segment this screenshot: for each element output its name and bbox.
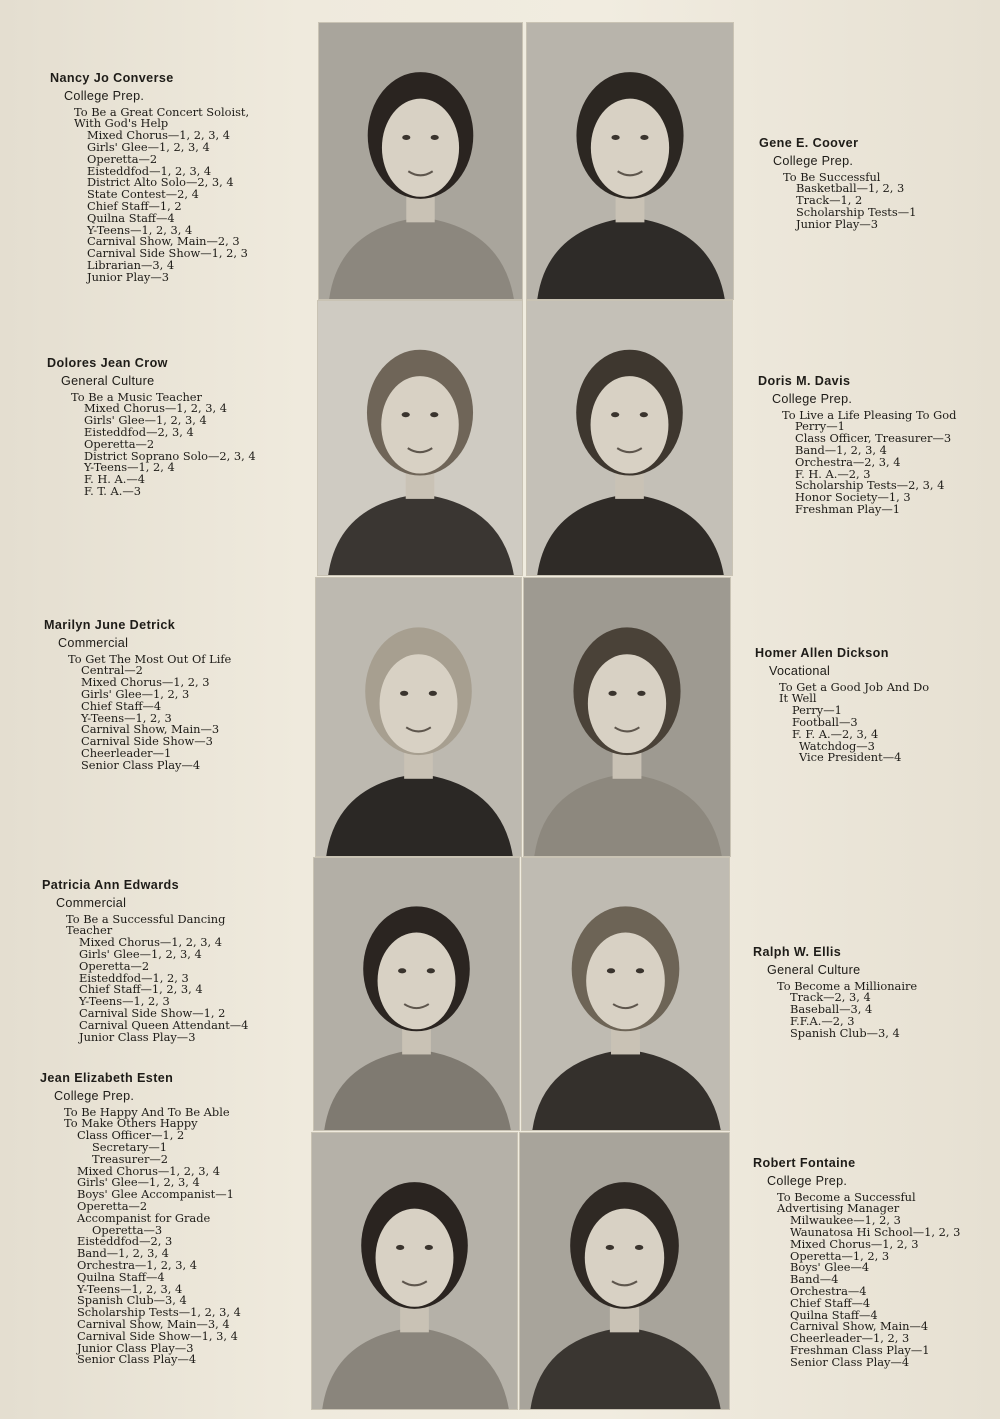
portrait-eye (402, 412, 410, 417)
activity: Orchestra—4 (790, 1283, 867, 1298)
activity: Central—2 (81, 663, 143, 678)
activity: Scholarship Tests—1 (796, 204, 917, 219)
activity: F. H. A.—2, 3 (795, 466, 871, 481)
student-entry-nancy-converse (50, 73, 249, 284)
portrait-face (591, 376, 669, 473)
activity: Junior Play—3 (87, 269, 169, 284)
student-course: College Prep. (54, 1088, 135, 1103)
student-entry-patricia-edwards (42, 880, 248, 1043)
student-goal: To Become a Successful (777, 1189, 916, 1204)
portrait-photo (521, 857, 730, 1131)
activity: Mixed Chorus—1, 2, 3, 4 (84, 401, 228, 416)
activity: Eisteddfod—2, 3 (77, 1234, 173, 1249)
activity: Freshman Class Play—1 (790, 1342, 930, 1357)
portrait-eye (611, 412, 619, 417)
portrait-image (312, 1133, 517, 1409)
student-goal: Advertising Manager (777, 1201, 900, 1216)
activity: Track—1, 2 (796, 193, 863, 208)
activity: Senior Class Play—4 (81, 757, 201, 772)
activity: Carnival Side Show—1, 2, 3 (87, 246, 248, 261)
portrait-image (319, 23, 522, 299)
activity: Librarian—3, 4 (87, 257, 175, 272)
activity: Spanish Club—3, 4 (77, 1293, 187, 1308)
activity: Chief Staff—4 (81, 698, 162, 713)
portrait-photo (526, 300, 733, 576)
activity: Carnival Side Show—1, 2 (79, 1005, 226, 1020)
activity: Girls' Glee—1, 2, 3, 4 (87, 139, 210, 154)
portrait-face (378, 933, 456, 1030)
portrait-photo (523, 577, 731, 857)
student-goal: To Be Happy And To Be Able (64, 1104, 230, 1119)
portrait-eye (427, 968, 435, 973)
portrait-eye (396, 1245, 404, 1250)
portrait-image (527, 23, 733, 299)
activity: Girls' Glee—1, 2, 3, 4 (79, 946, 202, 961)
portrait-image (520, 1133, 729, 1409)
activity: Honor Society—1, 3 (795, 490, 911, 505)
portrait-face (381, 376, 459, 473)
activity: Girls' Glee—1, 2, 3, 4 (84, 413, 207, 428)
portrait-face (585, 1209, 664, 1307)
activity: Carnival Show, Main—3 (81, 722, 220, 737)
portrait-eye (402, 135, 410, 140)
activity: Junior Class Play—3 (79, 1029, 196, 1044)
portrait-eye (425, 1245, 433, 1250)
activity: Junior Play—3 (796, 216, 878, 231)
student-goal: With God's Help (74, 116, 169, 131)
portrait-eye (398, 968, 406, 973)
activity: Scholarship Tests—2, 3, 4 (795, 478, 945, 493)
student-name: Marilyn June Detrick (44, 618, 176, 632)
student-name: Patricia Ann Edwards (42, 878, 180, 892)
student-name: Homer Allen Dickson (755, 646, 889, 660)
student-goal: To Become a Millionaire (777, 978, 918, 993)
portrait-eye (400, 691, 408, 696)
student-goal: To Get The Most Out Of Life (68, 651, 232, 666)
activity: Eisteddfod—1, 2, 3 (79, 970, 189, 985)
activity: Y-Teens—1, 2, 4 (84, 460, 175, 475)
activity: Waunatosa Hi School—1, 2, 3 (790, 1224, 961, 1239)
student-name: Doris M. Davis (758, 374, 851, 388)
portrait-eye (635, 1245, 643, 1250)
portrait-eye (636, 968, 644, 973)
activity: Mixed Chorus—1, 2, 3, 4 (79, 935, 223, 950)
activity: Senior Class Play—4 (790, 1354, 910, 1369)
activity: Orchestra—1, 2, 3, 4 (77, 1257, 198, 1272)
student-goal: To Be a Successful Dancing (66, 911, 226, 926)
student-name: Ralph W. Ellis (753, 945, 842, 959)
activity: Operetta—2 (77, 1198, 148, 1213)
activity: Operetta—1, 2, 3 (790, 1248, 890, 1263)
portrait-eye (606, 1245, 614, 1250)
student-entry-marilyn-detrick (44, 620, 231, 772)
activity: F. F. A.—2, 3, 4 (792, 726, 879, 741)
portrait-photo (311, 1132, 518, 1410)
student-goal: To Be Successful (783, 169, 881, 184)
portrait-image (314, 858, 519, 1130)
student-goal: To Get a Good Job And Do (779, 679, 930, 694)
student-goal: Teacher (66, 923, 113, 938)
activity: Carnival Side Show—3 (81, 734, 213, 749)
student-entry-ralph-ellis (753, 947, 917, 1040)
portrait-image (527, 301, 732, 575)
portrait-eye (611, 135, 619, 140)
student-name: Jean Elizabeth Esten (40, 1071, 174, 1085)
activity: Quilna Staff—4 (87, 210, 175, 225)
activity: Y-Teens—1, 2, 3, 4 (87, 222, 193, 237)
activity: Senior Class Play—4 (77, 1352, 197, 1367)
student-entry-jean-esten (40, 1073, 241, 1366)
portrait-eye (430, 412, 438, 417)
student-course: College Prep. (773, 153, 854, 168)
activity: Carnival Show, Main—3, 4 (77, 1316, 230, 1331)
portrait-eye (431, 135, 439, 140)
portrait-eye (640, 412, 648, 417)
student-name: Gene E. Coover (759, 136, 859, 150)
portrait-eye (429, 691, 437, 696)
student-course: Vocational (769, 663, 831, 678)
student-entry-dolores-crow (47, 358, 256, 498)
portrait-image (522, 858, 729, 1130)
activity: Boys' Glee Accompanist—1 (77, 1187, 234, 1202)
activity-sub: Vice President—4 (799, 750, 902, 765)
activity: F. T. A.—3 (84, 483, 142, 498)
portrait-face (382, 99, 459, 197)
portrait-eye (637, 691, 645, 696)
activity: Class Officer, Treasurer—3 (795, 431, 952, 446)
activity: Y-Teens—1, 2, 3 (81, 710, 172, 725)
activity: Football—3 (792, 714, 858, 729)
activity: Junior Class Play—3 (77, 1340, 194, 1355)
activity-sub: Secretary—1 (92, 1139, 167, 1154)
student-course: College Prep. (767, 1173, 848, 1188)
activity-sub: Watchdog—3 (799, 738, 875, 753)
activity: Track—2, 3, 4 (790, 990, 871, 1005)
activity: Freshman Play—1 (795, 501, 900, 516)
activity: Quilna Staff—4 (790, 1307, 878, 1322)
activity: Carnival Show, Main—2, 3 (87, 234, 240, 249)
portrait-face (591, 99, 669, 197)
activity: Baseball—3, 4 (790, 1002, 873, 1017)
activity: Perry—1 (795, 419, 845, 434)
activity: Perry—1 (792, 703, 842, 718)
activity: Milwaukee—1, 2, 3 (790, 1213, 901, 1228)
portrait-image (318, 301, 522, 575)
activity: Eisteddfod—2, 3, 4 (84, 424, 194, 439)
portrait-face (380, 654, 458, 753)
activity: Carnival Side Show—1, 3, 4 (77, 1328, 238, 1343)
student-goal: To Be a Music Teacher (71, 389, 202, 404)
student-name: Robert Fontaine (753, 1156, 856, 1170)
portrait-photo (318, 22, 523, 300)
student-course: General Culture (767, 962, 861, 977)
activity: District Alto Solo—2, 3, 4 (87, 175, 234, 190)
activity: Cheerleader—1, 2, 3 (790, 1331, 910, 1346)
activity: State Contest—2, 4 (87, 187, 199, 202)
student-course: General Culture (61, 373, 155, 388)
student-goal: It Well (779, 691, 817, 706)
student-course: Commercial (58, 635, 129, 650)
student-course: Commercial (56, 895, 127, 910)
portrait-face (586, 933, 665, 1030)
portrait-face (376, 1209, 454, 1307)
portrait-eye (607, 968, 615, 973)
activity: Operetta—2 (79, 958, 150, 973)
activity: Chief Staff—1, 2, 3, 4 (79, 982, 203, 997)
activity: Carnival Show, Main—4 (790, 1319, 929, 1334)
student-entry-doris-davis (758, 376, 956, 516)
activity: Spanish Club—3, 4 (790, 1025, 900, 1040)
portrait-image (316, 578, 521, 856)
student-name: Dolores Jean Crow (47, 356, 168, 370)
student-course: College Prep. (64, 88, 145, 103)
activity: Boys' Glee—4 (790, 1260, 870, 1275)
activity: Girls' Glee—1, 2, 3 (81, 686, 190, 701)
student-name: Nancy Jo Converse (50, 71, 174, 85)
portrait-photo (313, 857, 520, 1131)
activity: Y-Teens—1, 2, 3, 4 (77, 1281, 183, 1296)
student-goal: To Be a Great Concert Soloist, (74, 104, 250, 119)
activity: Band—1, 2, 3, 4 (795, 442, 887, 457)
activity: Mixed Chorus—1, 2, 3, 4 (87, 128, 231, 143)
portrait-photo (317, 300, 523, 576)
activity: Quilna Staff—4 (77, 1269, 165, 1284)
student-entry-gene-coover (759, 138, 916, 231)
student-entry-robert-fontaine (753, 1158, 960, 1369)
activity: Eisteddfod—1, 2, 3, 4 (87, 163, 212, 178)
portrait-eye (608, 691, 616, 696)
activity: Y-Teens—1, 2, 3 (79, 994, 170, 1009)
activity: Mixed Chorus—1, 2, 3, 4 (77, 1163, 221, 1178)
activity: Carnival Queen Attendant—4 (79, 1017, 249, 1032)
activity: Operetta—2 (84, 436, 155, 451)
activity-sub: Operetta—3 (92, 1222, 163, 1237)
portrait-photo (519, 1132, 730, 1410)
activity: Class Officer—1, 2 (77, 1128, 185, 1143)
activity: Chief Staff—1, 2 (87, 198, 182, 213)
activity: F.F.A.—2, 3 (790, 1013, 855, 1028)
activity: Chief Staff—4 (790, 1295, 871, 1310)
activity: Orchestra—2, 3, 4 (795, 454, 901, 469)
portrait-eye (640, 135, 648, 140)
activity: Cheerleader—1 (81, 745, 172, 760)
activity: Accompanist for Grade (77, 1210, 211, 1225)
activity: Basketball—1, 2, 3 (796, 181, 905, 196)
portrait-photo (315, 577, 522, 857)
portrait-image (524, 578, 730, 856)
activity: Band—1, 2, 3, 4 (77, 1246, 169, 1261)
student-entry-homer-dickson (755, 648, 929, 764)
portrait-photo (526, 22, 734, 300)
activity-sub: Treasurer—2 (92, 1151, 169, 1166)
activity: Mixed Chorus—1, 2, 3 (81, 675, 210, 690)
student-goal: To Live a Life Pleasing To God (782, 407, 957, 422)
activity: Girls' Glee—1, 2, 3, 4 (77, 1175, 200, 1190)
activity: District Soprano Solo—2, 3, 4 (84, 448, 256, 463)
activity: Band—4 (790, 1272, 839, 1287)
student-goal: To Make Others Happy (64, 1116, 198, 1131)
activity: Scholarship Tests—1, 2, 3, 4 (77, 1305, 241, 1320)
student-course: College Prep. (772, 391, 853, 406)
portrait-face (588, 654, 666, 753)
activity: F. H. A.—4 (84, 472, 146, 487)
activity: Mixed Chorus—1, 2, 3 (790, 1236, 919, 1251)
activity: Operetta—2 (87, 151, 158, 166)
